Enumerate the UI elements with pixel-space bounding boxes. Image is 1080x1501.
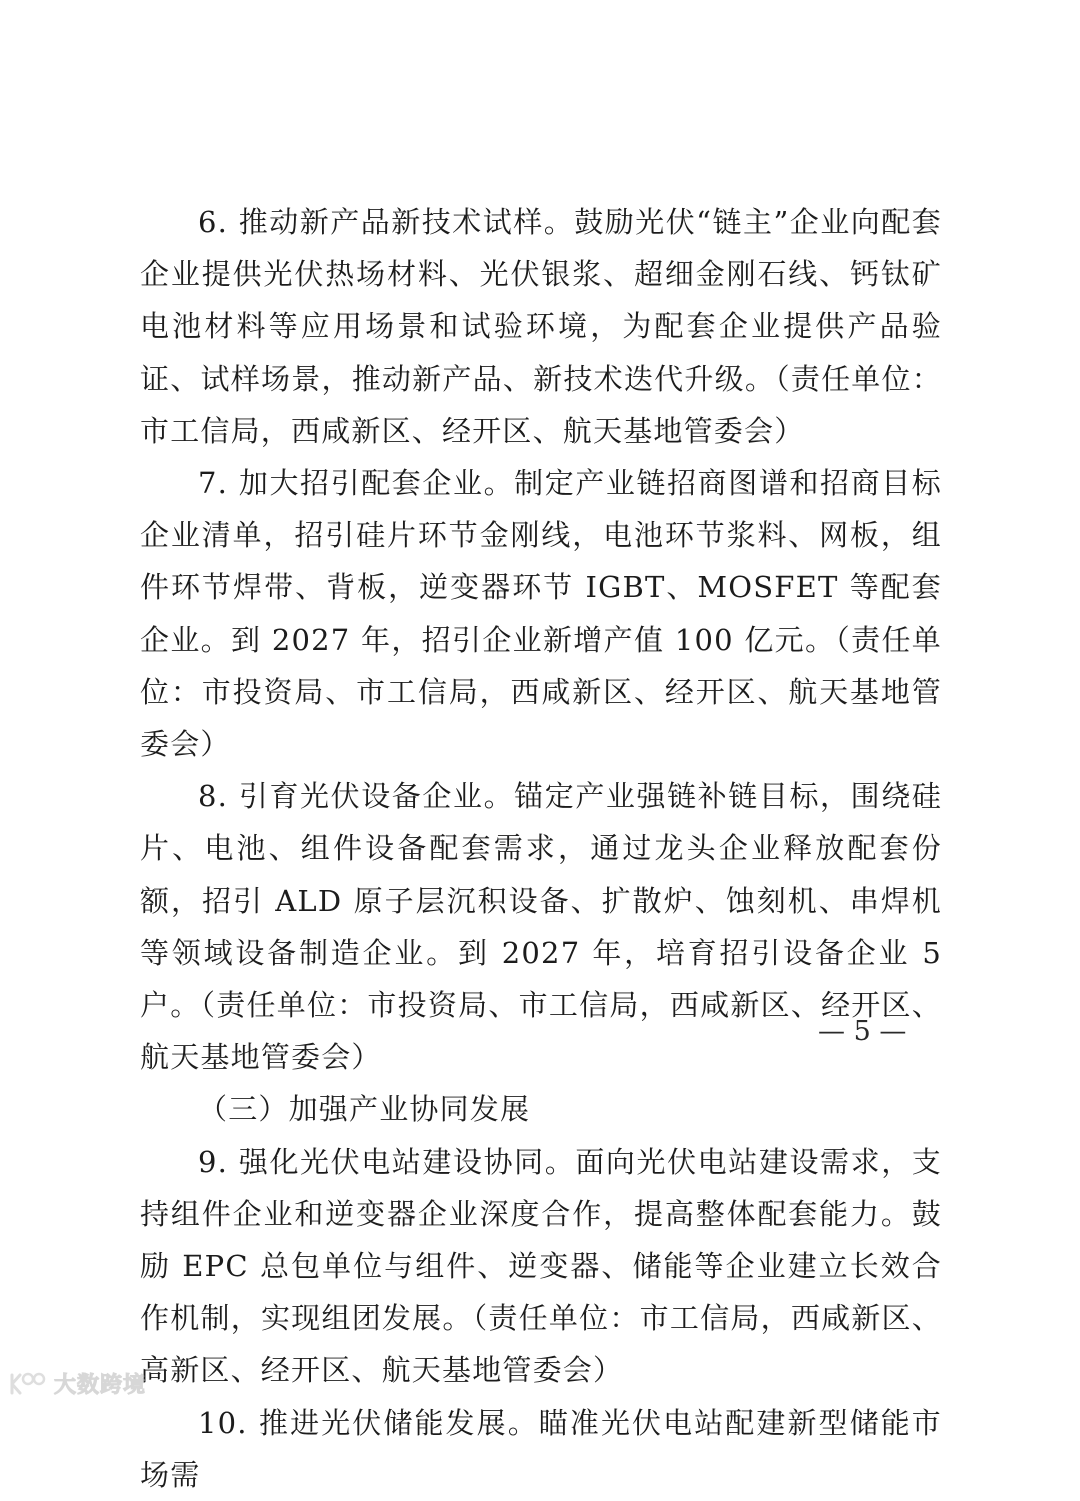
paragraph-item-10: 10. 推进光伏储能发展。瞄准光伏电站配建新型储能市场需 bbox=[140, 1405, 942, 1492]
section-heading-3: （三）加强产业协同发展 bbox=[198, 1092, 531, 1127]
paragraph-item-8: 8. 引育光伏设备企业。锚定产业强链补链目标，围绕硅片、电池、组件设备配套需求，通过龙头企业释放配套份额，招引 ALD 原子层沉积设备、扩散炉、蚀刻机、串焊机等领域设备制造企业。到 2027 年，培育招引设备企业 5 户。（责任单位：市投资局、市工信局，西咸新区、经开区、航天基地管委会） bbox=[140, 779, 942, 1075]
document-body bbox=[140, 196, 942, 1501]
paragraph-item-7: 7. 加大招引配套企业。制定产业链招商图谱和招商目标企业清单，招引硅片环节金刚线，电池环节浆料、网板，组件环节焊带、背板，逆变器环节 IGBT、MOSFET 等配套企业。到 2027 年，招引企业新增产值 100 亿元。（责任单位：市投资局、市工信局，西咸新区、经开区、航天基地管委会） bbox=[140, 466, 942, 762]
page-number: — 5 — bbox=[818, 1016, 907, 1047]
watermark-text: 大数跨境 bbox=[54, 1373, 147, 1398]
kpo-logo-icon bbox=[8, 1371, 48, 1397]
paragraph-item-9: 9. 强化光伏电站建设协同。面向光伏电站建设需求，支持组件企业和逆变器企业深度合作，提高整体配套能力。鼓励 EPC 总包单位与组件、逆变器、储能等企业建立长效合作机制，实现组团发展。（责任单位：市工信局，西咸新区、高新区、经开区、航天基地管委会） bbox=[140, 1144, 942, 1388]
watermark bbox=[8, 1368, 146, 1399]
paragraph-item-6: 6. 推动新产品新技术试样。鼓励光伏“链主”企业向配套企业提供光伏热场材料、光伏银浆、超细金刚石线、钙钛矿电池材料等应用场景和试验环境，为配套企业提供产品验证、试样场景，推动新产品、新技术迭代升级。（责任单位：市工信局，西咸新区、经开区、航天基地管委会） bbox=[140, 205, 942, 448]
